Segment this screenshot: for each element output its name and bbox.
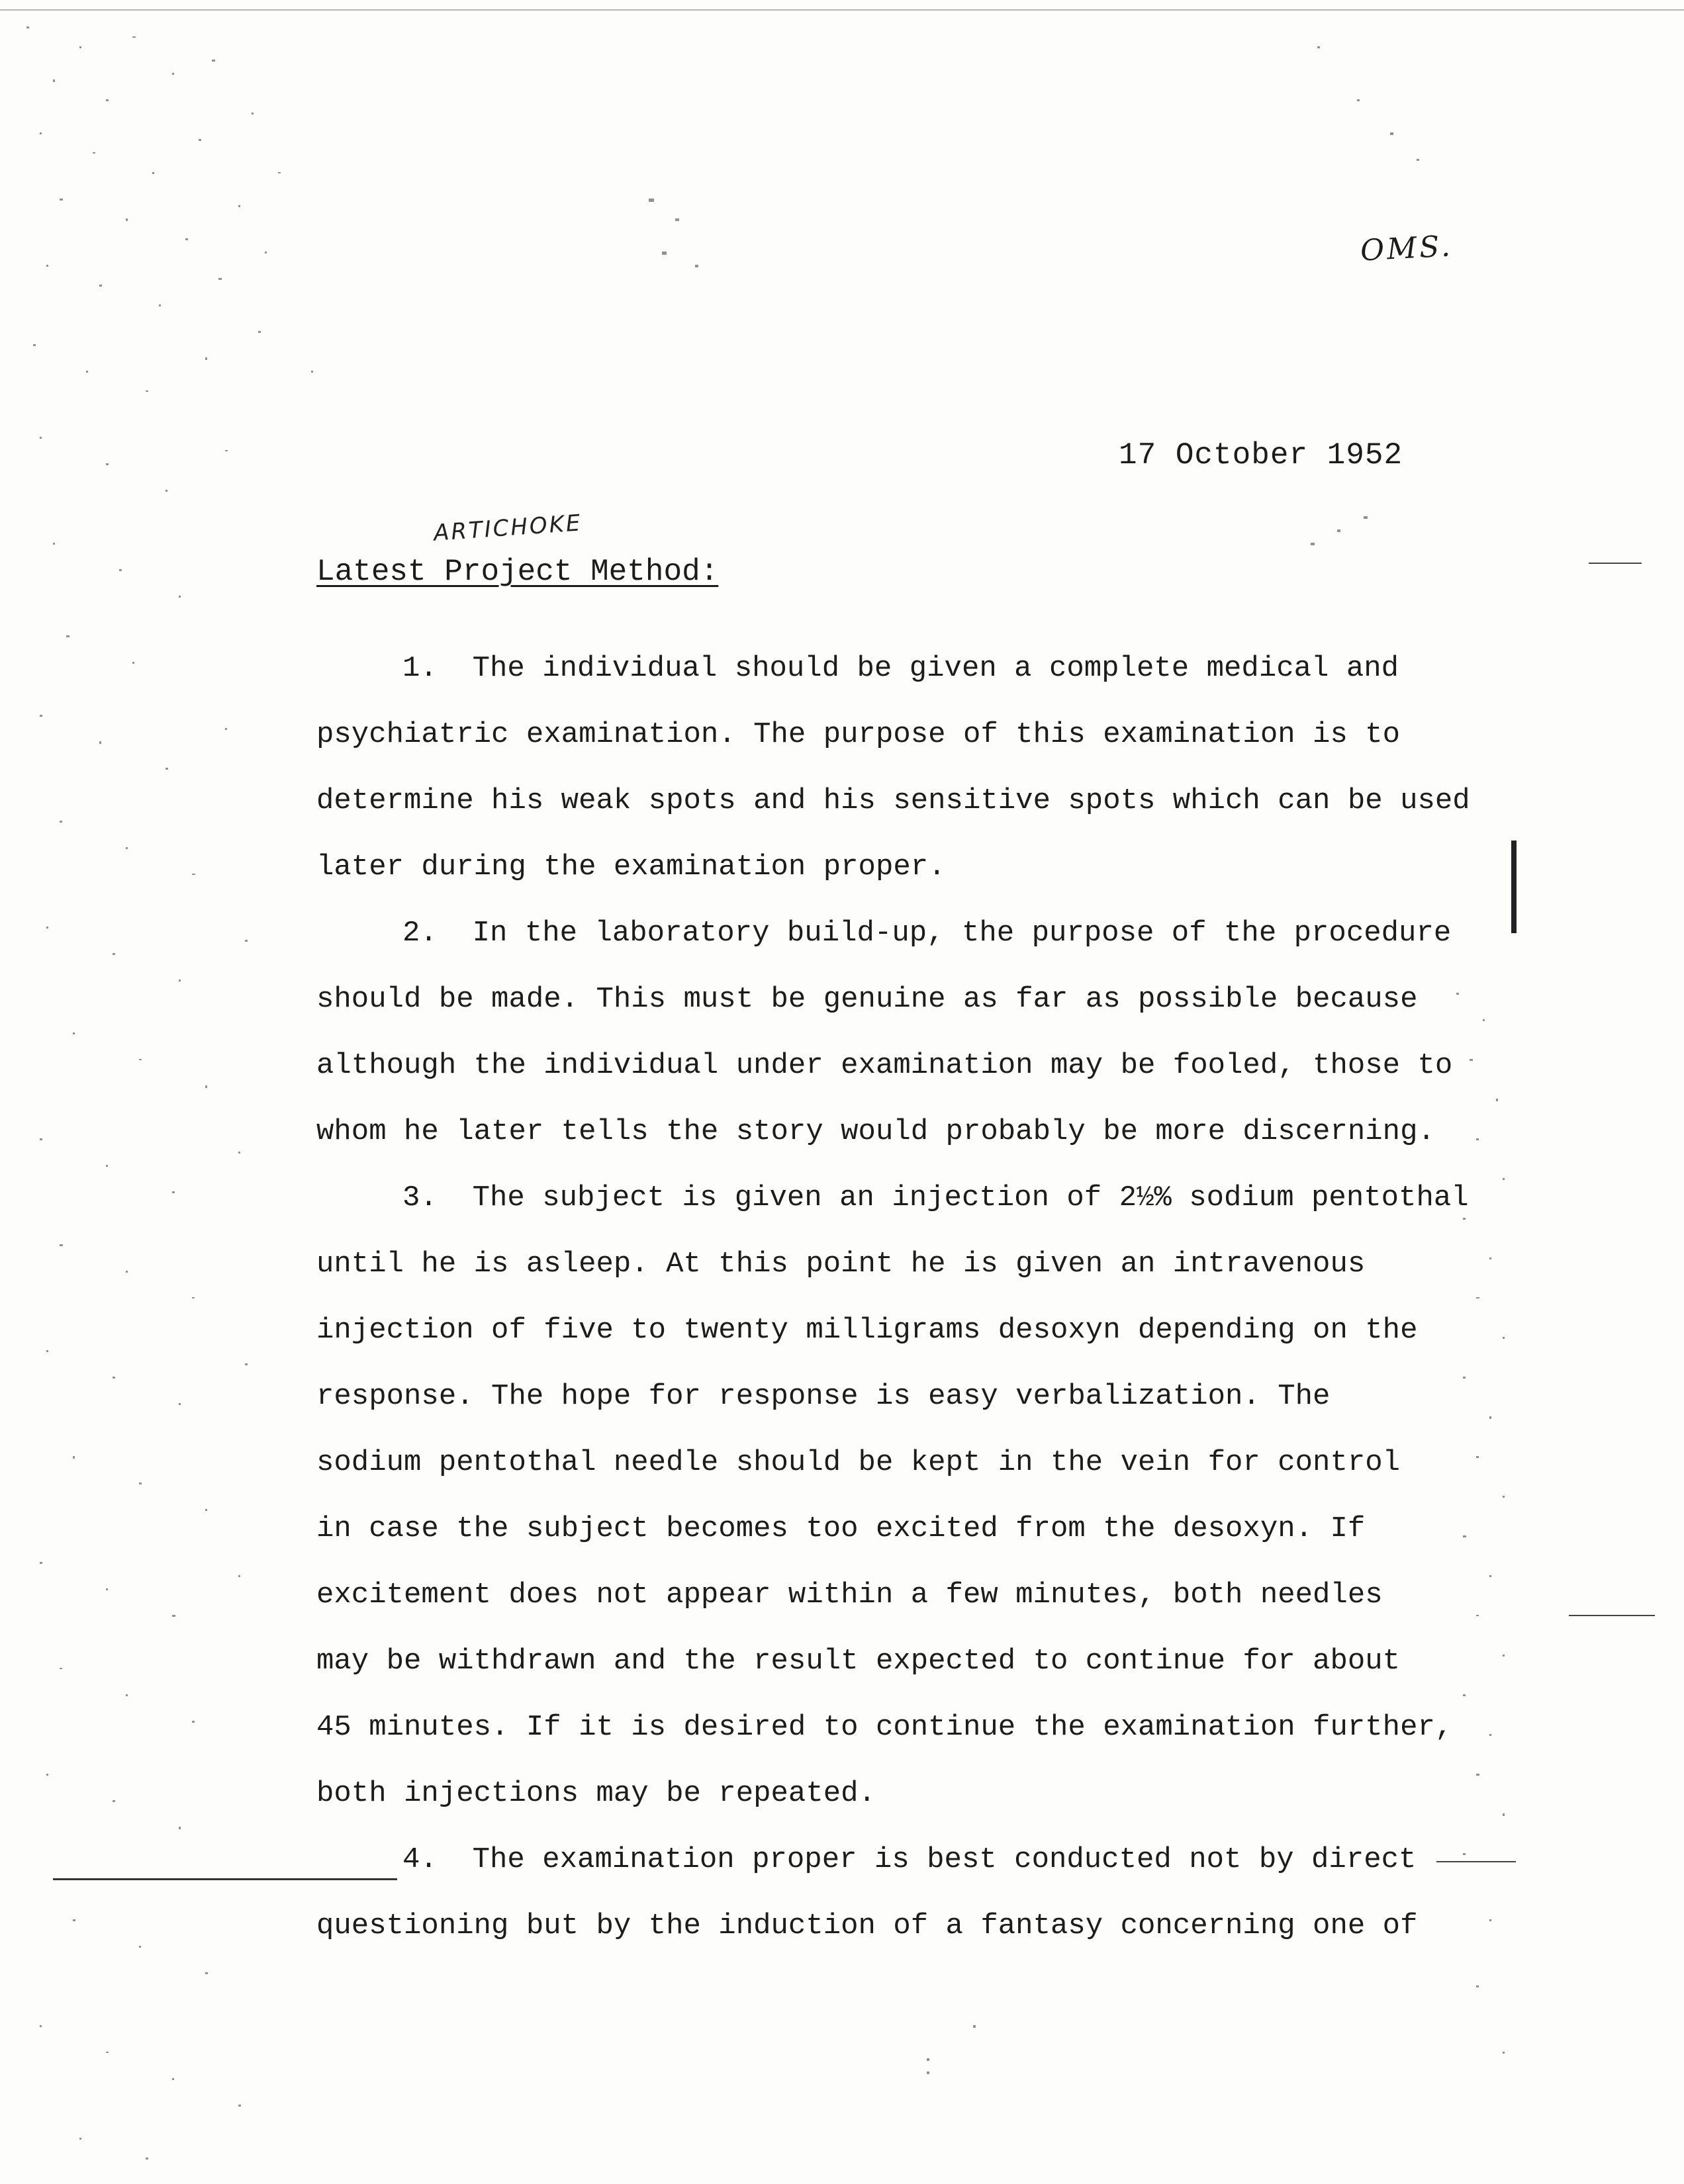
- margin-rule-left: [53, 1878, 397, 1880]
- paragraph-number: 1.: [402, 652, 438, 685]
- paragraph-line: injection of five to twenty milligrams desoxyn depending on the: [316, 1314, 1418, 1347]
- handwritten-annotation: ARTICHOKE: [432, 510, 583, 547]
- paragraph-line: 1. The individual should be given a complete medical and: [402, 652, 1399, 685]
- paragraph-line: psychiatric examination. The purpose of this examination is to: [316, 718, 1401, 751]
- paragraph-number: 4.: [402, 1843, 438, 1876]
- document-body: [316, 635, 1470, 1959]
- paragraph-number: 2.: [402, 917, 438, 950]
- handwritten-initials: OMS.: [1359, 229, 1454, 268]
- paragraph-line: although the individual under examination may be fooled, those to: [316, 1049, 1453, 1082]
- margin-rule-right: [1436, 1861, 1516, 1862]
- paragraph-line: later during the examination proper.: [316, 850, 946, 884]
- paragraph-line: 3. The subject is given an injection of 2½% sodium pentothal: [402, 1181, 1469, 1214]
- paragraph-line: until he is asleep. At this point he is given an intravenous: [316, 1248, 1366, 1281]
- document-heading: Latest Project Method:: [316, 555, 719, 589]
- margin-tick: [1569, 1615, 1655, 1616]
- paragraph-line: should be made. This must be genuine as far as possible because: [316, 983, 1418, 1016]
- paragraph-line: may be withdrawn and the result expected to continue for about: [316, 1645, 1401, 1678]
- paragraph-line: excitement does not appear within a few minutes, both needles: [316, 1578, 1383, 1612]
- paragraph-line: in case the subject becomes too excited from the desoxyn. If: [316, 1512, 1366, 1545]
- paragraph-1: [316, 635, 1470, 900]
- paragraph-line: 4. The examination proper is best conducted not by direct: [402, 1843, 1417, 1876]
- paragraph-2: [316, 900, 1455, 1165]
- top-edge-rule: [0, 9, 1684, 11]
- paragraph-line: sodium pentothal needle should be kept in the vein for control: [316, 1446, 1401, 1479]
- paragraph-line: 2. In the laboratory build-up, the purpose of the procedure: [402, 917, 1452, 950]
- paragraph-line: determine his weak spots and his sensitive spots which can be used: [316, 784, 1470, 817]
- paragraph-line: 45 minutes. If it is desired to continue the examination further,: [316, 1711, 1453, 1744]
- paragraph-line: response. The hope for response is easy verbalization. The: [316, 1380, 1331, 1413]
- document-date: 17 October 1952: [1119, 438, 1403, 473]
- paragraph-4: [316, 1827, 1455, 1959]
- paragraph-line: both injections may be repeated.: [316, 1777, 876, 1810]
- margin-tick: [1589, 563, 1642, 564]
- paragraph-line: whom he later tells the story would probably be more discerning.: [316, 1115, 1435, 1148]
- margin-bar: [1511, 841, 1517, 933]
- paragraph-number: 3.: [402, 1181, 438, 1214]
- paragraph-3: [316, 1165, 1469, 1827]
- paragraph-line: questioning but by the induction of a fantasy concerning one of: [316, 1909, 1418, 1942]
